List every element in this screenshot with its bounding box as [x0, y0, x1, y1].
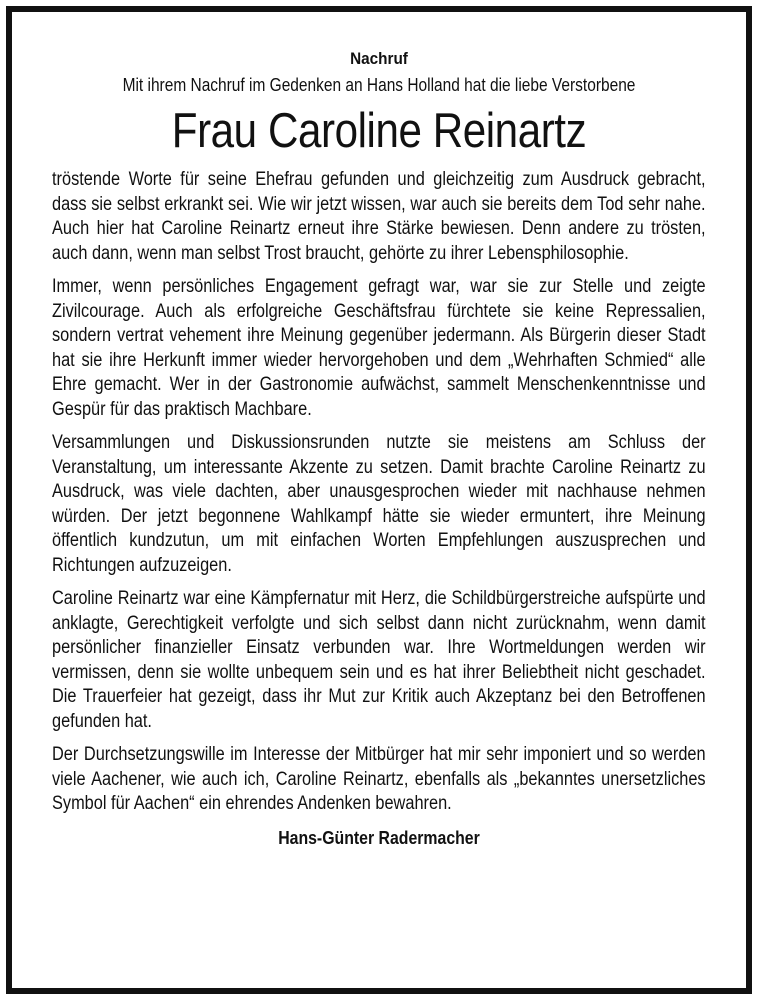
- signature: Hans-Günter Radermacher: [278, 828, 480, 848]
- obituary-frame: [6, 6, 752, 994]
- paragraph-4: Caroline Reinartz war eine Kämpfernatur mit Herz, die Schildbürgerstreiche aufspürte und anklagte, Gerechtigkeit verfolgte und sich selbst dann nicht zurücknahm, wenn damit persönlicher finanzieller Einsatz verbunden war. Ihre Wortmeldungen werden wir vermissen, denn sie wollte unbequem sein und es hat ihrer Beliebtheit nicht geschadet. Die Trauerfeier hat gezeigt, dass ihr Mut zur Kritik auch Akzeptanz bei den Betroffenen gefunden hat.: [52, 588, 706, 732]
- paragraph-3: Versammlungen und Diskussionsrunden nutzte sie meistens am Schluss der Veranstaltung, um interessante Akzente zu setzen. Damit brachte Caroline Reinartz zu Ausdruck, was viele dachten, aber unausgesprochen wieder mit nachhause nehmen würden. Der jetzt begonnene Wahlkampf hätte sie wieder ermuntert, ihre Meinung öffentlich kundzutun, um mit einfachen Worten Empfehlungen auszusprechen und Richtungen aufzuzeigen.: [52, 432, 706, 576]
- paragraph-5: Der Durchsetzungswille im Interesse der Mitbürger hat mir sehr imponiert und so werden viele Aachener, wie auch ich, Caroline Reinartz, ebenfalls als „bekanntes unersetzliches Symbol für Aachen“ ein ehrendes Andenken bewahren.: [52, 744, 706, 814]
- paragraph-2: Immer, wenn persönliches Engagement gefragt war, war sie zur Stelle und zeigte Zivilcourage. Auch als erfolgreiche Geschäftsfrau fürchtete sie keine Repressalien, sondern vertrat vehement ihre Meinung gegenüber jedermann. Als Bürgerin dieser Stadt hat sie ihre Herkunft immer wieder hervorgehoben und dem „Wehrhaften Schmied“ alle Ehre gemacht. Wer in der Gastronomie aufwächst, sammelt Menschenkenntnisse und Gespür für das praktisch Machbare.: [52, 276, 706, 420]
- paragraph-1: tröstende Worte für seine Ehefrau gefunden und gleichzeitig zum Ausdruck gebracht, dass sie selbst erkrankt sei. Wie wir jetzt wissen, war auch sie bereits dem Tod sehr nahe. Auch hier hat Caroline Reinartz erneut ihre Stärke bewiesen. Denn andere zu trösten, auch dann, wenn man selbst Trost braucht, gehörte zu ihrer Lebensphilosophie.: [52, 169, 706, 264]
- obituary-intro: Mit ihrem Nachruf im Gedenken an Hans Holland hat die liebe Verstorbene: [122, 75, 636, 95]
- deceased-name: Frau Caroline Reinartz: [171, 104, 587, 158]
- obituary-heading: Nachruf: [350, 49, 408, 68]
- obituary-content: [52, 48, 706, 850]
